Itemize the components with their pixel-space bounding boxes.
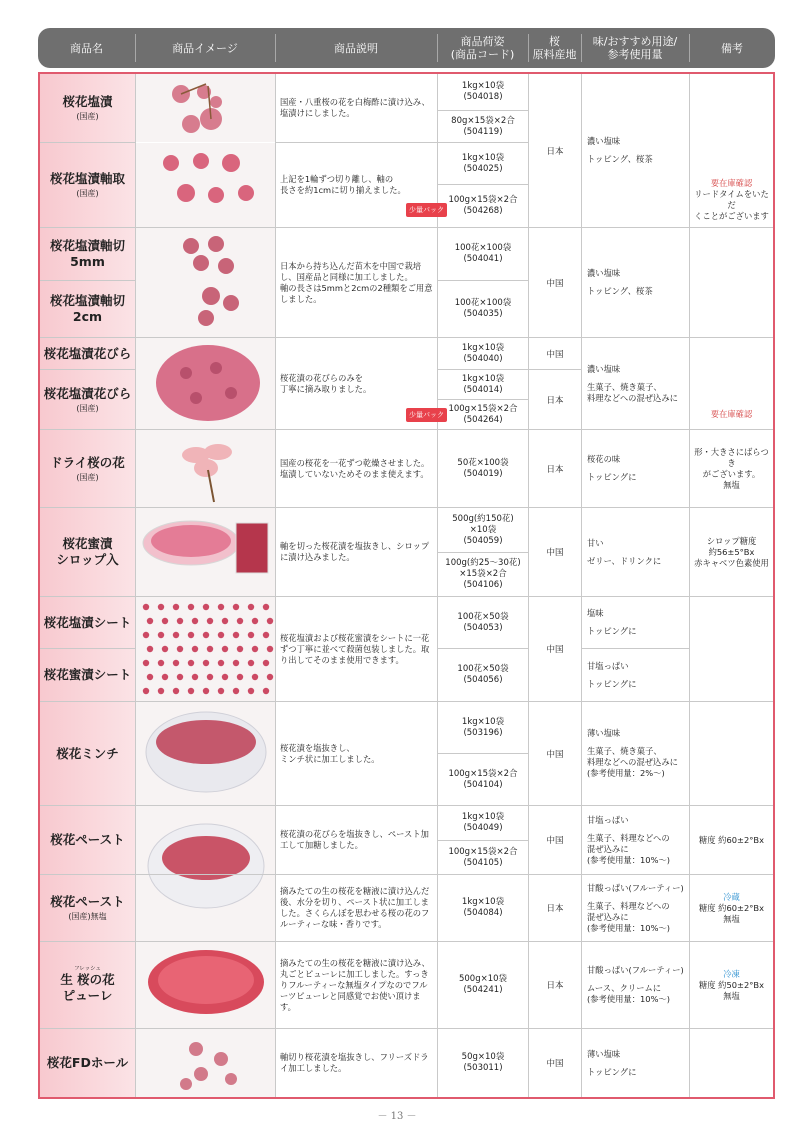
header-origin: 桜 原料産地: [532, 35, 577, 61]
package-cell: 1kg×10袋 (504049): [461, 812, 505, 833]
taste-usage: 生菓子、料理などへの 混ぜ込みに (参考使用量：10%～): [587, 832, 670, 865]
origin-cell: 日本: [546, 146, 564, 157]
product-name-cell: [40, 702, 135, 805]
taste-flavor: 塩味: [587, 608, 604, 618]
sheet-flower-dot: [192, 646, 198, 652]
lead-time-note: リードタイムをいただ くことがございます: [694, 189, 769, 221]
package-cell: 500g(約150花) ×10袋 (504059): [452, 513, 514, 546]
product-name-cell: [40, 370, 135, 429]
taste-flavor: 甘塩っぱい: [587, 814, 629, 825]
sheet-flower-dot: [218, 660, 224, 666]
sheet-flower-dot: [237, 646, 243, 652]
product-name: 桜花蜜漬シート: [43, 667, 132, 682]
package-cell: 100g(約25～30花) ×15袋×2合 (504106): [445, 558, 521, 590]
sheet-flower-dot: [203, 660, 209, 666]
sheet-flower-dot: [222, 674, 228, 680]
package-cell: 1kg×10袋 (503196): [461, 716, 505, 738]
sakura-sheet-image: [136, 597, 275, 701]
sheet-flower-dot: [162, 674, 168, 680]
sheet-flower-dot: [158, 632, 164, 638]
description-cell: 国産・八重桜の花を白梅酢に漬け込み、塩漬けにしました。: [280, 97, 430, 118]
sheet-flower-dot: [248, 688, 254, 694]
sheet-flower-dot: [147, 646, 153, 652]
note-cell: 形・大きさにばらつき がございます。 無塩: [694, 446, 769, 490]
sheet-flower-dot: [222, 646, 228, 652]
product-name: 桜花塩漬花びら: [43, 385, 132, 401]
sheet-flower-dot: [147, 674, 153, 680]
header-taste: 味/おすすめ用途/ 参考使用量: [592, 35, 678, 61]
product-name: 桜花塩漬花びら: [43, 345, 132, 361]
product-name-cell: [40, 74, 135, 142]
taste-flavor: 甘い: [587, 537, 604, 548]
header-product-name: 商品名: [70, 41, 103, 55]
description-cell: 軸を切った桜花漬を塩抜きし、シロップに漬け込みました。: [280, 541, 430, 562]
product-name-cell: [40, 875, 135, 941]
sheet-flower-dot: [263, 604, 269, 610]
description-cell: 上記を1輪ずつ切り離し、軸の 長さを約1cmに切り揃えました。: [280, 174, 406, 195]
taste-cell: [582, 806, 689, 874]
product-name: 桜花ペースト: [50, 832, 125, 847]
sheet-flower-dot: [263, 688, 269, 694]
package-cell: 100花×50袋 (504056): [457, 664, 509, 685]
sheet-flower-dot: [147, 618, 153, 624]
taste-cell: [582, 597, 689, 648]
table-header: [38, 28, 775, 68]
product-name-cell: [40, 1029, 135, 1097]
taste-flavor: 甘塩っぱい: [587, 660, 629, 671]
package-cell: 100g×15袋×2合 (504268): [448, 195, 518, 216]
sheet-flower-dot: [173, 688, 179, 694]
sheet-flower-dot: [177, 674, 183, 680]
taste-cell: [582, 1029, 689, 1097]
sheet-flower-dot: [248, 632, 254, 638]
taste-flavor: 桜花の味: [587, 454, 621, 464]
sheet-flower-dot: [188, 660, 194, 666]
product-name-ruby: フレッシュ: [73, 966, 102, 972]
sheet-flower-dot: [237, 618, 243, 624]
sheet-flower-dot: [252, 646, 258, 652]
description-cell: 桜花漬の花びらのみを 丁寧に摘み取りました。: [280, 372, 372, 394]
note-cell: [690, 875, 773, 941]
package-cell: 1kg×10袋 (504014): [461, 373, 505, 395]
note-cell: [690, 174, 773, 226]
small-pack-badge: 少量パック: [406, 203, 447, 217]
sheet-flower-dot: [233, 632, 239, 638]
description-cell: 国産の桜花を一花ずつ乾燥させました。塩漬していないためそのまま使えます。: [280, 457, 430, 479]
sheet-flower-dot: [263, 632, 269, 638]
product-name-cell: [40, 338, 135, 369]
sheet-flower-dot: [188, 632, 194, 638]
sheet-flower-dot: [267, 646, 273, 652]
header-product-image: 商品イメージ: [172, 41, 238, 55]
product-name-cell: [40, 942, 135, 1028]
product-name: 桜花塩漬: [62, 94, 113, 109]
sheet-flower-dot: [248, 660, 254, 666]
origin-cell: 日本: [546, 904, 564, 914]
product-name-cell: [40, 806, 135, 874]
package-cell: 1kg×10袋 (504040): [461, 342, 505, 364]
sakura-petals-image: [136, 338, 275, 429]
taste-cell: [582, 338, 689, 429]
product-name: 桜花ペースト: [50, 894, 125, 909]
sheet-flower-dot: [177, 646, 183, 652]
taste-cell: [582, 228, 689, 337]
package-cell: 50花×100袋 (504019): [457, 457, 509, 479]
sheet-flower-dot: [173, 604, 179, 610]
sheet-flower-dot: [252, 674, 258, 680]
sakura-fd-image: [136, 1029, 275, 1097]
note-cell: 糖度 約60±2°Bx: [698, 834, 765, 845]
taste-cell: [582, 430, 689, 507]
origin-cell: 日本: [546, 464, 564, 475]
sheet-flower-dot: [233, 660, 239, 666]
product-name: 桜花FDホール: [46, 1055, 129, 1070]
note-cell: [690, 942, 773, 1028]
origin-cell: 日本: [546, 981, 564, 991]
sakura-salted-image: [136, 74, 275, 142]
taste-flavor: 濃い塩味: [587, 268, 621, 278]
sheet-flower-dot: [207, 674, 213, 680]
chilled-note: 冷蔵: [723, 891, 740, 902]
taste-usage: ゼリー、ドリンクに: [587, 555, 662, 566]
sheet-flower-dot: [233, 604, 239, 610]
dried-sakura-image: [136, 430, 275, 507]
origin-cell: 中国: [546, 278, 564, 289]
origin-cell: 中国: [546, 548, 564, 558]
taste-cell: [582, 74, 689, 227]
description-cell: 桜花漬の花びらを塩抜きし、ペースト加工して加糖しました。: [280, 829, 429, 850]
sheet-flower-dot: [173, 660, 179, 666]
taste-usage: 生菓子、焼き菓子、 料理などへの混ぜ込みに (参考使用量：2%～): [587, 746, 678, 778]
description-cell: 日本から持ち込んだ苗木を中国で栽培し、国産品と同様に加工しました。 軸の長さは5mmと2cmの2種類をご用意しました。: [280, 260, 433, 304]
page-number: － 13 －: [377, 1111, 417, 1122]
sheet-flower-dot: [203, 632, 209, 638]
product-name-cell: [40, 597, 135, 648]
package-cell: 80g×15袋×2合 (504119): [451, 115, 515, 137]
product-origin-note: (国産): [76, 403, 99, 413]
sheet-flower-dot: [158, 688, 164, 694]
product-name: ドライ桜の花: [50, 454, 125, 470]
taste-cell: [582, 875, 689, 941]
sheet-flower-dot: [143, 688, 149, 694]
package-cell: 1kg×10袋 (504025): [461, 152, 505, 174]
package-cell: 100花×100袋 (504041): [454, 243, 512, 264]
taste-cell: [582, 649, 689, 701]
taste-cell: [582, 702, 689, 805]
taste-usage: トッピングに: [587, 1066, 637, 1077]
sheet-flower-dot: [203, 688, 209, 694]
origin-cell: 日本: [546, 395, 564, 406]
sheet-flower-dot: [267, 674, 273, 680]
taste-flavor: 濃い塩味: [587, 136, 621, 146]
sakura-puree-image: [136, 942, 275, 1028]
stock-check-note: 要在庫確認: [710, 178, 753, 188]
sheet-flower-dot: [203, 604, 209, 610]
sheet-flower-dot: [218, 604, 224, 610]
description-cell: 軸切り桜花漬を塩抜きし、フリーズドライ加工しました。: [280, 1052, 429, 1073]
product-origin-note: (国産)無塩: [68, 912, 107, 921]
sheet-flower-dot: [143, 632, 149, 638]
taste-usage: トッピングに: [587, 472, 637, 482]
sheet-flower-dot: [267, 618, 273, 624]
sheet-flower-dot: [143, 660, 149, 666]
sheet-flower-dot: [237, 674, 243, 680]
taste-usage: トッピング、桜茶: [587, 286, 653, 296]
sheet-flower-dot: [188, 604, 194, 610]
sakura-stemless-image: [136, 143, 275, 227]
product-name: 桜花蜜漬 シロップ入: [56, 536, 119, 567]
header-package: 商品荷姿 (商品コード): [450, 35, 515, 61]
origin-cell: 中国: [546, 1059, 564, 1069]
note-cell: [690, 400, 773, 429]
product-name: 桜花塩漬軸切 5mm: [49, 238, 125, 269]
taste-usage: トッピングに: [587, 626, 637, 636]
product-name-cell: [40, 508, 135, 596]
package-cell: 1kg×10袋 (504018): [461, 81, 505, 102]
package-cell: 100g×15袋×2合 (504264): [448, 403, 518, 425]
sheet-flower-dot: [162, 618, 168, 624]
sakura-cut-stem-image: [136, 228, 275, 337]
product-name: 桜花塩漬軸取: [49, 171, 125, 186]
product-name: 桜花塩漬軸切 2cm: [49, 293, 125, 324]
sheet-flower-dot: [252, 618, 258, 624]
description-cell: 桜花塩漬および桜花蜜漬をシートに一花ずつ丁寧に並べて殺菌包装しました。取り出してそのまま使用できます。: [280, 632, 430, 665]
product-name: 桜花ミンチ: [56, 745, 119, 761]
sakura-mince-image: [136, 702, 275, 805]
taste-usage: ムース、クリームに (参考使用量：10%～): [587, 983, 670, 1004]
sheet-flower-dot: [218, 632, 224, 638]
sheet-flower-dot: [162, 646, 168, 652]
product-origin-note: (国産): [76, 472, 99, 482]
stock-check-note: 要在庫確認: [710, 409, 753, 419]
product-origin-note: (国産): [76, 189, 99, 198]
sakura-syrup-image: [136, 508, 275, 596]
sheet-flower-dot: [207, 618, 213, 624]
product-name-cell: [40, 228, 135, 280]
taste-cell: [582, 508, 689, 596]
sheet-flower-dot: [222, 618, 228, 624]
product-name: 生 桜の花 ピューレ: [60, 972, 115, 1003]
product-name-cell: [40, 281, 135, 337]
sheet-flower-dot: [207, 646, 213, 652]
taste-flavor: 甘酸っぱい(フルーティー): [587, 965, 684, 975]
sheet-flower-dot: [158, 604, 164, 610]
package-cell: 1kg×10袋 (504084): [461, 897, 505, 918]
taste-flavor: 薄い塩味: [587, 1048, 621, 1059]
brix-note: 糖度 約50±2°Bx 無塩: [698, 979, 765, 1001]
description-cell: 摘みたての生の桜花を糖液に漬け込み、丸ごとピューレに加工しました。すっきりフルーティーな無塩タイプなのでフルーツピューレと同感覚でお使い頂けます。: [280, 957, 430, 1012]
origin-cell: 中国: [546, 349, 564, 360]
package-cell: 50g×10袋 (503011): [461, 1052, 505, 1073]
package-cell: 100g×15袋×2合 (504104): [448, 768, 518, 790]
package-cell: 100g×15袋×2合 (504105): [448, 846, 518, 868]
sheet-flower-dot: [233, 688, 239, 694]
package-cell: 500g×10袋 (504241): [458, 974, 508, 995]
taste-flavor: 甘酸っぱい(フルーティー): [587, 882, 684, 893]
product-origin-note: (国産): [76, 112, 99, 121]
origin-cell: 中国: [546, 645, 564, 655]
sheet-flower-dot: [177, 618, 183, 624]
sheet-flower-dot: [192, 618, 198, 624]
header-note: 備考: [721, 41, 743, 55]
sheet-flower-dot: [192, 674, 198, 680]
product-name: 桜花塩漬シート: [43, 614, 132, 630]
package-cell: 100花×100袋 (504035): [454, 298, 512, 319]
package-cell: 100花×50袋 (504053): [457, 611, 509, 633]
taste-flavor: 濃い塩味: [587, 363, 621, 374]
sheet-flower-dot: [173, 632, 179, 638]
sheet-flower-dot: [143, 604, 149, 610]
taste-usage: 生菓子、料理などへの 混ぜ込みに (参考使用量：10%～): [587, 900, 670, 933]
taste-usage: トッピングに: [587, 678, 637, 689]
origin-cell: 中国: [546, 749, 564, 760]
sheet-flower-dot: [158, 660, 164, 666]
product-name-cell: [40, 649, 135, 701]
description-cell: 摘みたての生の桜花を糖液に漬け込んだ後、水分を切り、ペースト状に加工しました。さくらんぼを思わせる桜の花のフルーティーな味・香りです。: [280, 886, 430, 929]
origin-cell: 中国: [546, 836, 564, 846]
taste-usage: トッピング、桜茶: [587, 154, 653, 164]
taste-cell: [582, 942, 689, 1028]
taste-usage: 生菓子、焼き菓子、 料理などへの混ぜ込みに: [587, 381, 678, 403]
sheet-flower-dot: [248, 604, 254, 610]
header-description: 商品説明: [334, 41, 378, 55]
product-name-cell: [40, 430, 135, 507]
small-pack-badge: 少量パック: [406, 408, 447, 422]
note-cell: シロップ糖度 約56±5°Bx 赤キャベツ色素使用: [694, 535, 769, 568]
sheet-flower-dot: [188, 688, 194, 694]
frozen-note: 冷凍: [723, 968, 740, 979]
product-name-cell: [40, 143, 135, 227]
sheet-flower-dot: [218, 688, 224, 694]
description-cell: 桜花漬を塩抜きし、 ミンチ状に加工しました。: [280, 742, 380, 764]
taste-flavor: 薄い塩味: [587, 728, 621, 738]
brix-note: 糖度 約60±2°Bx 無塩: [698, 902, 765, 924]
sheet-flower-dot: [263, 660, 269, 666]
product-table: [38, 72, 775, 1099]
